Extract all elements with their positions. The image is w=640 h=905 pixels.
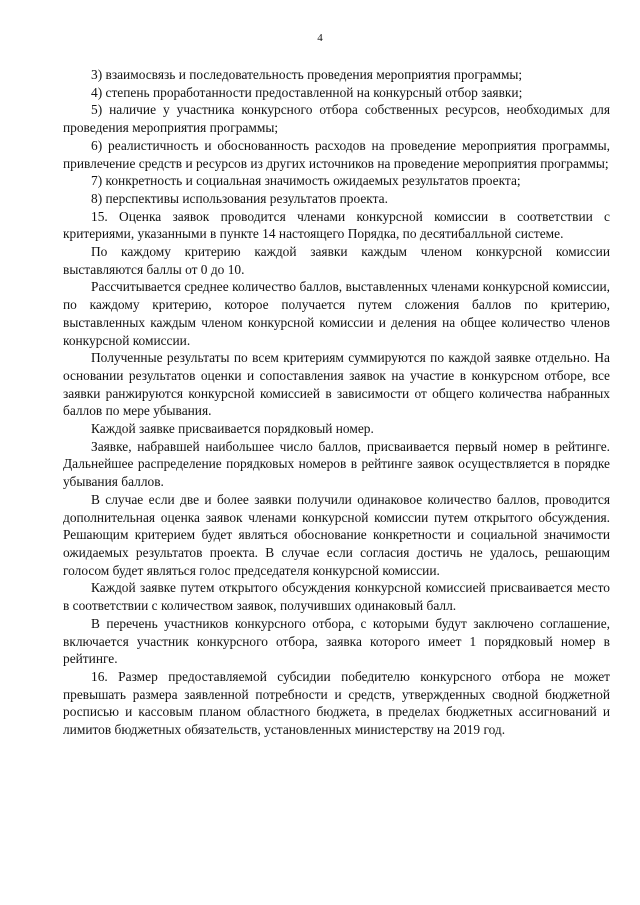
page-number: 4 <box>317 32 323 44</box>
criterion-5-paragraph: 5) наличие у участника конкурсного отбора собственных ресурсов, необходимых для проведения мероприятия программы; <box>63 102 610 136</box>
scoring-range-paragraph: По каждому критерию каждой заявки каждым членом конкурсной комиссии выставляются баллы от 0 до 10. <box>63 244 610 277</box>
criterion-8-paragraph: 8) перспективы использования результатов проекта. <box>91 190 388 206</box>
average-score-paragraph: Рассчитывается среднее количество баллов, выставленных членами конкурсной комиссии, по каждому критерию, которое получается путем сложения баллов по критерию, выставленных каждым членом конкурсной комиссии и деления на общее количество членов конкурсной комиссии. <box>63 279 610 348</box>
ranking-paragraph: Полученные результаты по всем критериям суммируются по каждой заявке отдельно. На основании результатов оценки и сопоставления заявок на участие в конкурсном отборе, все заявки ранжируются конкурсной комиссией в зависимости от общего количества набранных баллов по мере убывания. <box>63 350 610 419</box>
tie-break-paragraph: В случае если две и более заявки получили одинаковое количество баллов, проводится дополнительная оценка заявок членами конкурсной комиссии путем открытого обсуждения. Решающим критерием будет являться обоснование конкретности и социальной значимости ожидаемых результатов проекта. В случае если согласия достичь не удалось, решающим голосом будет являться голос председателя конкурсной комиссии. <box>63 491 610 578</box>
criterion-3-paragraph: 3) взаимосвязь и последовательность проведения мероприятия программы; <box>91 67 523 82</box>
ordinal-number-paragraph: Каждой заявке присваивается порядковый номер. <box>91 421 374 437</box>
document-body <box>63 66 610 739</box>
criterion-4-paragraph: 4) степень проработанности предоставленной на конкурсный отбор заявки; <box>91 84 523 100</box>
tie-placement-paragraph: Каждой заявке путем открытого обсуждения конкурсной комиссией присваивается место в соответствии с количеством заявок, получивших одинаковый балл. <box>63 580 610 614</box>
criterion-6-paragraph: 6) реалистичность и обоснованность расходов на проведение мероприятия программы, привлечение средств и ресурсов из других источников на проведение мероприятия программы; <box>63 137 610 171</box>
criterion-7-paragraph: 7) конкретность и социальная значимость ожидаемых результатов проекта; <box>91 173 521 189</box>
clause-16-paragraph: 16. Размер предоставляемой субсидии победителю конкурсного отбора не может превышать размера заявленной потребности и средств, утвержденных сводной бюджетной росписью и кассовым планом областного бюджета, в пределах бюджетных ассигнований и лимитов бюджетных обязательств, установленных министерству на 2019 год. <box>63 668 610 738</box>
winner-inclusion-paragraph: В перечень участников конкурсного отбора, с которыми будут заключено соглашение, включается участник конкурсного отбора, заявка которого имеет 1 порядковый номер в рейтинге. <box>63 615 610 667</box>
first-place-paragraph: Заявке, набравшей наибольшее число баллов, присваивается первый номер в рейтинге. Дальнейшее распределение порядковых номеров в рейтинге заявок осуществляется в порядке убывания баллов. <box>63 438 610 490</box>
clause-15-paragraph: 15. Оценка заявок проводится членами конкурсной комиссии в соответствии с критериями, указанными в пункте 14 настоящего Порядка, по десятибалльной системе. <box>63 208 610 242</box>
